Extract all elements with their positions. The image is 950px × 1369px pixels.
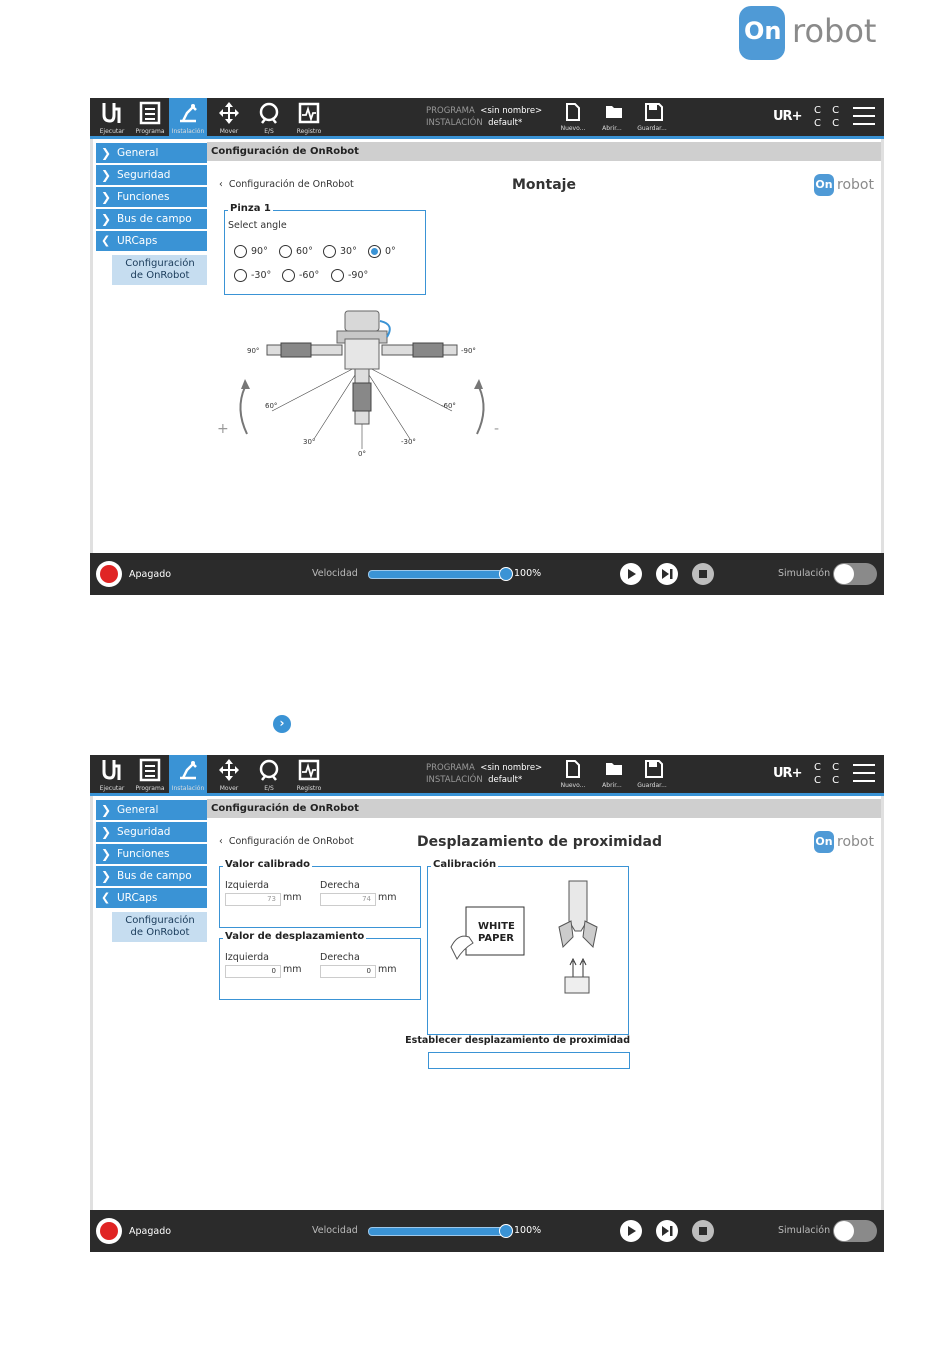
folder-icon [605, 103, 623, 119]
svg-text:-30°: -30° [401, 438, 416, 446]
program-info: PROGRAMA <sin nombre> INSTALACIÓN default* [426, 106, 543, 128]
screen-desplazamiento [90, 755, 884, 1252]
offset-value-group: Valor de desplazamiento Izquierda Derecha 0 mm 0 mm [219, 938, 421, 1000]
sidebar-subitem-onrobot[interactable]: Configuración de OnRobot [112, 255, 208, 285]
bottom-bar [90, 1210, 884, 1252]
svg-text:+: + [217, 421, 229, 437]
urplus-button[interactable]: UR+ [773, 766, 802, 781]
robot-flange [345, 311, 379, 331]
log-icon [298, 101, 320, 125]
step-icon [656, 563, 678, 585]
chevron-right-icon: › [273, 715, 291, 733]
radio-minus90[interactable] [331, 269, 344, 282]
new-button[interactable]: Nuevo... [555, 98, 591, 136]
sidebar-item-bus-de-campo[interactable]: ❯ Bus de campo [96, 209, 208, 229]
content-panel: Configuración de OnRobot ‹ Configuración de OnRobot Montaje On robot Pinza 1 Select angle 90° 60° 30° 0° -30° -60° -90° 90° -90° 60° -60° 30° -30° 0° + - [207, 139, 884, 553]
save-button[interactable]: Guardar... [634, 755, 670, 793]
svg-text:-90°: -90° [461, 347, 476, 355]
mounting-diagram [217, 309, 517, 469]
sidebar-item-urcaps[interactable]: ❮ URCaps [96, 231, 208, 251]
set-proximity-offset-button[interactable]: Establecer desplazamiento de proximidad [405, 1035, 630, 1046]
power-status: Apagado [129, 1226, 172, 1237]
speed-slider-knob[interactable] [499, 1224, 513, 1238]
svg-text:90°: 90° [247, 347, 260, 355]
tab-programa[interactable]: Programa [131, 755, 169, 793]
save-icon [645, 760, 663, 778]
tab-ejecutar-label: Ejecutar [99, 128, 125, 135]
menu-icon[interactable] [853, 764, 875, 788]
radio-30[interactable] [323, 245, 336, 258]
tab-registro[interactable]: Registro [290, 755, 328, 793]
sidebar-subitem-onrobot[interactable]: Configuración de OnRobot [112, 912, 208, 942]
radio-minus30[interactable] [234, 269, 247, 282]
svg-text:-60°: -60° [441, 402, 456, 410]
installation-name: default* [488, 118, 523, 128]
play-button[interactable] [620, 1220, 642, 1242]
simulation-toggle[interactable] [833, 563, 877, 585]
new-file-icon [566, 760, 580, 778]
content-header: Configuración de OnRobot [207, 799, 881, 818]
save-button[interactable]: Guardar... [634, 98, 670, 136]
bottom-bar [90, 553, 884, 595]
stop-button[interactable] [692, 563, 714, 585]
sidebar-item-seguridad[interactable]: ❯ Seguridad [96, 822, 208, 842]
speed-value: 100% [514, 1225, 542, 1236]
menu-icon[interactable] [853, 107, 875, 131]
tab-instalacion[interactable]: Instalación [169, 755, 207, 793]
simulation-toggle[interactable] [833, 1220, 877, 1242]
svg-text:-: - [494, 421, 500, 437]
calibrated-value-group: Valor calibrado Izquierda Derecha 73 mm 74 mm [219, 866, 421, 928]
simulation-label: Simulación [778, 1225, 831, 1236]
svg-text:WHITE: WHITE [478, 921, 515, 932]
content-header: Configuración de OnRobot [207, 142, 881, 161]
open-button[interactable]: Abrir... [594, 755, 630, 793]
tab-instalacion-label: Instalación [171, 128, 205, 135]
svg-text:60°: 60° [265, 402, 278, 410]
content-panel: Configuración de OnRobot ‹ Configuración de OnRobot Desplazamiento de proximidad On robot Valor calibrado Izquierda Derecha 73 mm 74 mm Valor de desplazamiento Izquierda Derecha 0 mm 0 mm Calibración WHITE PAPER Establecer desplazamiento de proximidad [207, 796, 884, 1210]
sidebar-item-urcaps[interactable]: ❮ URCaps [96, 888, 208, 908]
stop-button[interactable] [692, 1220, 714, 1242]
play-icon [620, 1220, 642, 1242]
program-icon [139, 101, 161, 125]
play-button[interactable] [620, 563, 642, 585]
step-button[interactable] [656, 1220, 678, 1242]
sidebar-item-funciones[interactable]: ❯ Funciones [96, 187, 208, 207]
power-status: Apagado [129, 569, 172, 580]
tab-mover[interactable]: Mover [210, 755, 248, 793]
tab-mover[interactable] [210, 98, 248, 136]
installation-icon [177, 101, 199, 125]
sidebar-item-funciones[interactable]: ❯ Funciones [96, 844, 208, 864]
save-icon [645, 103, 663, 121]
svg-text:30°: 30° [303, 438, 316, 446]
play-icon [620, 563, 642, 585]
speed-slider-knob[interactable] [499, 567, 513, 581]
step-icon [656, 1220, 678, 1242]
sidebar-item-seguridad[interactable]: ❯ Seguridad [96, 165, 208, 185]
svg-text:0°: 0° [358, 450, 366, 458]
speed-slider[interactable] [368, 1227, 510, 1236]
sidebar-item-bus-de-campo[interactable]: ❯ Bus de campo [96, 866, 208, 886]
speed-slider[interactable] [368, 570, 510, 579]
stop-icon [692, 563, 714, 585]
offset-right-input[interactable]: 0 [320, 965, 376, 978]
calibration-illustration [433, 877, 623, 1007]
speed-label: Velocidad [312, 568, 358, 579]
log-icon [298, 758, 320, 782]
speed-label: Velocidad [312, 1225, 358, 1236]
program-name: <sin nombre> [480, 106, 543, 116]
select-angle-label: Select angle [228, 220, 287, 231]
top-toolbar [90, 98, 884, 139]
program-icon [139, 758, 161, 782]
power-button[interactable] [96, 561, 122, 587]
ur-logo-icon [101, 101, 123, 125]
tab-instalacion[interactable] [169, 98, 207, 136]
sidebar [90, 139, 213, 553]
calibrate-button-frame [428, 1052, 630, 1069]
radio-minus60[interactable] [282, 269, 295, 282]
tab-es[interactable] [250, 98, 288, 136]
tab-programa[interactable] [131, 98, 169, 136]
page-title: Desplazamiento de proximidad [417, 834, 662, 850]
onrobot-logo-text: robot [792, 12, 877, 50]
simulation-label: Simulación [778, 568, 831, 579]
page-title: Montaje [512, 177, 576, 193]
gripper-angle-group: Pinza 1 Select angle 90° 60° 30° 0° -30° -60° -90° [224, 210, 426, 295]
radio-60[interactable] [279, 245, 292, 258]
offset-left-input[interactable]: 0 [225, 965, 281, 978]
step-button[interactable] [656, 563, 678, 585]
control-cc-icon: C C C C [814, 105, 844, 129]
installation-icon [177, 758, 199, 782]
tab-registro-label: Registro [296, 128, 322, 135]
stop-icon [692, 1220, 714, 1242]
back-link[interactable]: ‹ Configuración de OnRobot [219, 836, 354, 847]
tab-es[interactable]: E/S [250, 755, 288, 793]
tab-mover-label: Mover [219, 128, 239, 135]
speed-value: 100% [514, 568, 542, 579]
calibration-group: Calibración WHITE PAPER [427, 866, 629, 1035]
radio-0[interactable] [368, 245, 381, 258]
tab-ejecutar[interactable]: Ejecutar [93, 755, 131, 793]
tab-programa-label: Programa [135, 128, 165, 135]
io-icon [258, 101, 280, 125]
screen-montaje [90, 98, 884, 595]
tab-registro[interactable] [290, 98, 328, 136]
io-icon [258, 758, 280, 782]
new-file-icon [566, 103, 580, 121]
sidebar [90, 796, 213, 1210]
sidebar-item-general[interactable]: ❯ General [96, 143, 208, 163]
ur-logo-icon [101, 758, 123, 782]
move-icon [218, 758, 240, 782]
svg-text:PAPER: PAPER [478, 933, 515, 944]
program-info: PROGRAMA <sin nombre> INSTALACIÓN default* [426, 763, 543, 785]
open-button[interactable]: Abrir... [594, 98, 630, 136]
tab-ejecutar[interactable] [93, 98, 131, 136]
folder-icon [605, 760, 623, 776]
tab-es-label: E/S [264, 128, 274, 135]
calibrated-left-field: 73 [225, 893, 281, 906]
sidebar-item-general[interactable]: ❯ General [96, 800, 208, 820]
radio-90[interactable] [234, 245, 247, 258]
back-link[interactable]: ‹ Configuración de OnRobot [219, 179, 354, 190]
urplus-button[interactable]: UR+ [773, 109, 802, 124]
onrobot-logo-mark: On [739, 6, 785, 60]
calibrated-right-field: 74 [320, 893, 376, 906]
move-icon [218, 101, 240, 125]
new-button[interactable]: Nuevo... [555, 755, 591, 793]
top-toolbar [90, 755, 884, 796]
power-button[interactable] [96, 1218, 122, 1244]
control-cc-icon: C C C C [814, 762, 844, 786]
